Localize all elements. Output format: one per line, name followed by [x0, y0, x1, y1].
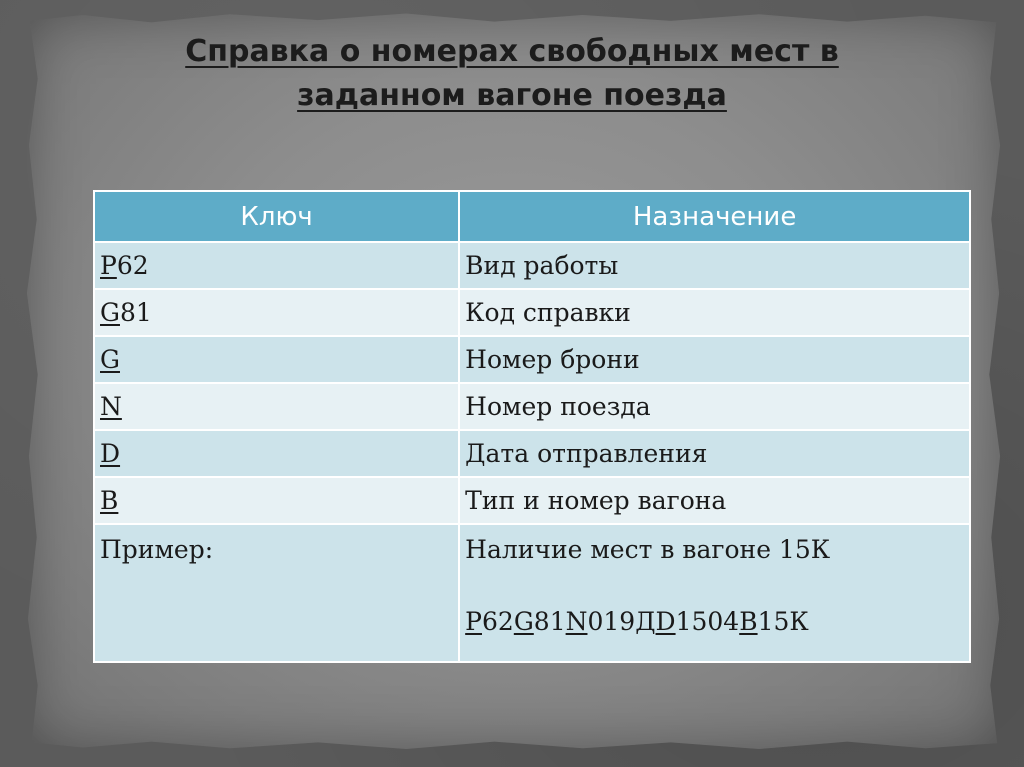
example-row [94, 524, 970, 662]
key-letter: P [100, 251, 117, 280]
example-description: Наличие мест в вагоне 15К [465, 535, 831, 564]
purpose-cell: Вид работы [459, 242, 970, 289]
key-letter: D [100, 439, 121, 468]
key-letter: N [100, 392, 122, 421]
purpose-cell: Тип и номер вагона [459, 477, 970, 524]
purpose-cell: Номер брони [459, 336, 970, 383]
code-part: 62 [482, 607, 514, 636]
slide-title [0, 30, 1024, 118]
key-letter: B [100, 486, 119, 515]
key-cell [94, 383, 459, 430]
example-code [465, 607, 969, 636]
key-suffix: 81 [119, 298, 152, 327]
code-part: B [739, 607, 758, 636]
code-part: 81 [533, 607, 566, 636]
code-part: N [565, 607, 588, 636]
key-cell [94, 242, 459, 289]
table-row [94, 336, 970, 383]
code-part: D [655, 607, 676, 636]
example-cell [459, 524, 970, 662]
title-line-2: заданном вагоне поезда [297, 78, 727, 113]
code-part: P [465, 607, 482, 636]
key-cell [94, 477, 459, 524]
code-part: 1504 [675, 607, 740, 636]
table-row [94, 289, 970, 336]
header-key: Ключ [94, 191, 459, 242]
table-row [94, 242, 970, 289]
key-cell [94, 336, 459, 383]
key-suffix: 62 [116, 251, 149, 280]
purpose-cell: Код справки [459, 289, 970, 336]
table-row [94, 477, 970, 524]
table-row [94, 383, 970, 430]
purpose-cell: Номер поезда [459, 383, 970, 430]
header-purpose: Назначение [459, 191, 970, 242]
key-letter: G [100, 345, 120, 374]
code-part: 019Д [587, 607, 656, 636]
keys-table [93, 190, 971, 663]
key-cell [94, 289, 459, 336]
code-part: 15К [757, 607, 809, 636]
code-part: G [513, 607, 534, 636]
example-label: Пример: [94, 524, 459, 662]
key-letter: G [100, 298, 120, 327]
purpose-cell: Дата отправления [459, 430, 970, 477]
table-row [94, 430, 970, 477]
key-cell [94, 430, 459, 477]
table-header-row [94, 191, 970, 242]
title-line-1: Справка о номерах свободных мест в [185, 34, 839, 69]
